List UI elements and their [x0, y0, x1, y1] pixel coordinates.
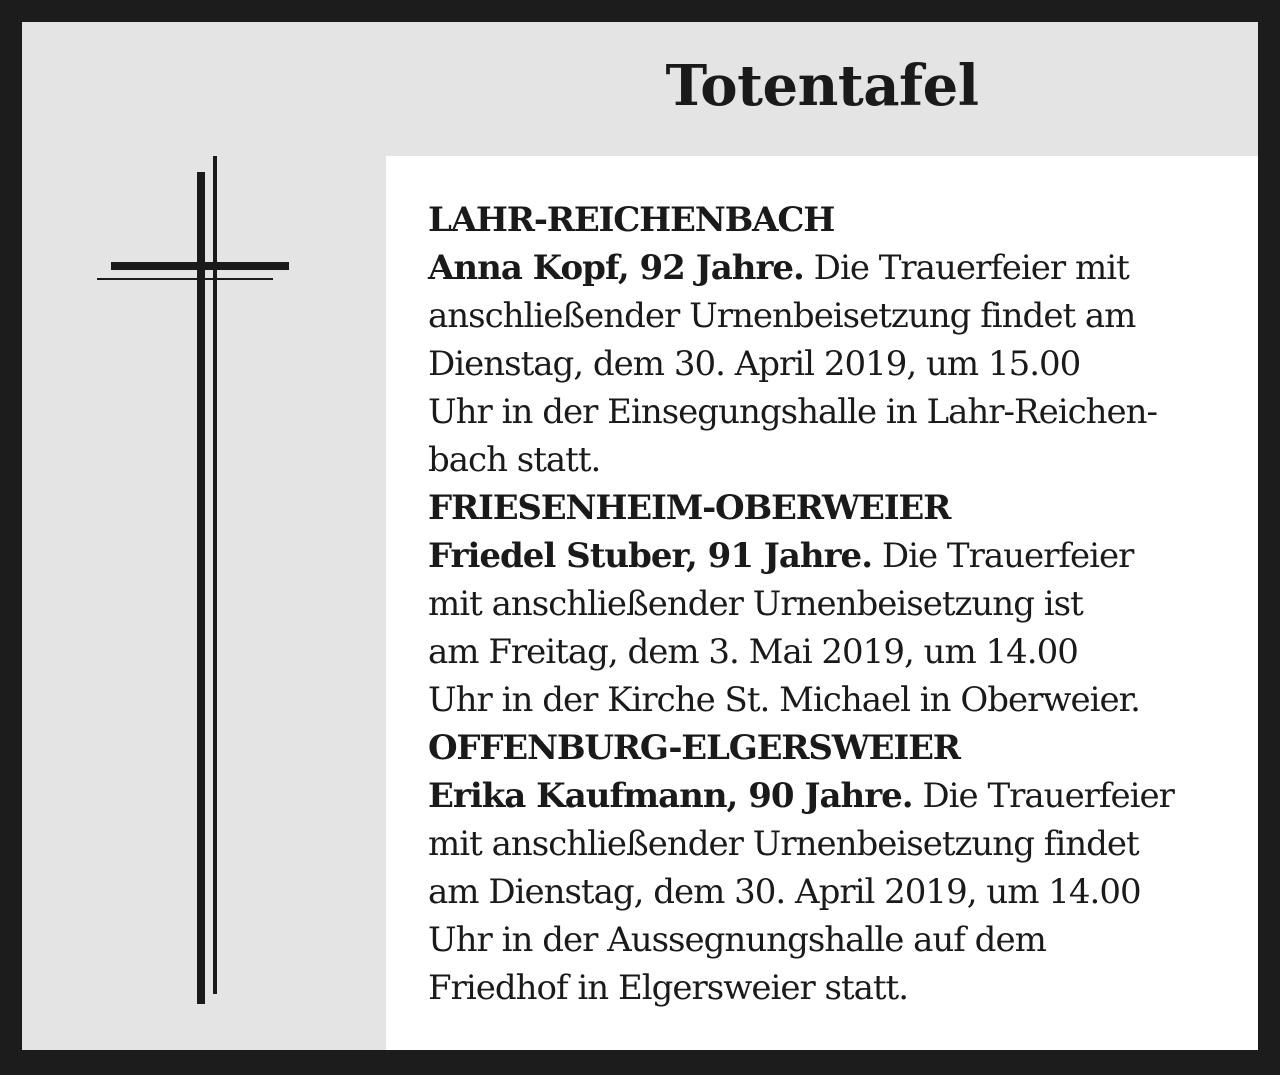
cross-icon: [22, 22, 386, 1050]
obituary-frame: [22, 22, 1258, 1050]
entry-name: Erika Kaufmann, 90 Jahre.: [428, 776, 913, 816]
entry-place: OFFENBURG-ELGERSWEIER: [428, 728, 960, 768]
obituary-entry: [428, 484, 1240, 724]
entry-body: [428, 532, 1240, 724]
entry-body: [428, 244, 1240, 484]
obituary-panel: [386, 156, 1258, 1050]
entry-place: FRIESENHEIM-OBERWEIER: [428, 488, 951, 528]
page-title: Totentafel: [665, 53, 979, 119]
entry-place: LAHR-REICHENBACH: [428, 200, 835, 240]
entry-body: [428, 772, 1240, 1012]
entry-name: Anna Kopf, 92 Jahre.: [428, 248, 804, 288]
entry-text: Die Trauerfeier mit anschließender Urnenbeisetzung findet am Dienstag, dem 30. April 2019, um 14.00 Uhr in der Aussegnungshalle auf dem Friedhof in Elgersweier statt.: [428, 776, 1174, 1008]
entry-text: Die Trauerfeier mit anschließender Urnenbeisetzung findet am Dienstag, dem 30. April 2019, um 15.00 Uhr in der Einsegungshalle in Lahr-Reichen- bach statt.: [428, 248, 1158, 480]
obituary-entry: [428, 724, 1240, 1012]
obituary-list: [428, 196, 1240, 1012]
entry-name: Friedel Stuber, 91 Jahre.: [428, 536, 873, 576]
obituary-entry: [428, 196, 1240, 484]
entry-text: Die Trauerfeier mit anschließender Urnenbeisetzung ist am Freitag, dem 3. Mai 2019, um 14.00 Uhr in der Kirche St. Michael in Oberweier.: [428, 536, 1140, 720]
